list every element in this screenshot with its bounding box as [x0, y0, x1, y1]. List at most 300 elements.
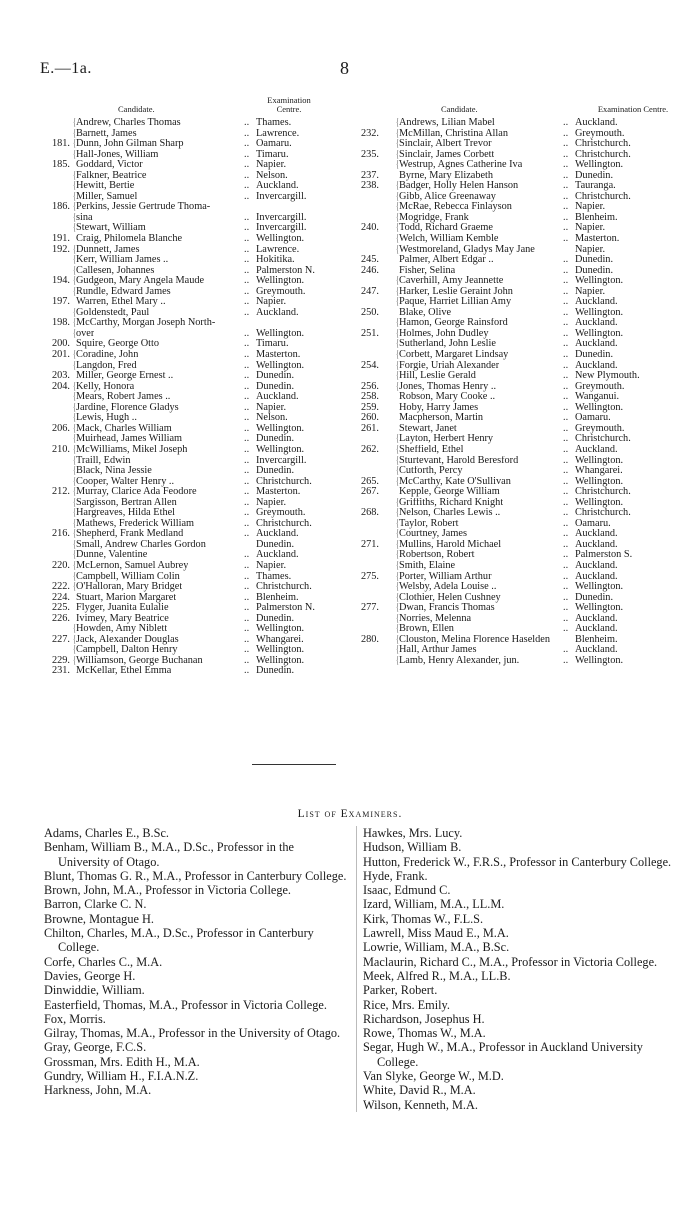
candidate-name: Dunnett, James: [76, 244, 140, 255]
examination-centre: Wellington.: [575, 275, 624, 287]
candidate-row: [353, 561, 683, 572]
candidate-name: Blake, Olive: [399, 307, 452, 318]
candidate-name: Kerr, William James ..: [76, 255, 169, 266]
leader-dots: ..: [563, 138, 569, 150]
leader-dots: ..: [563, 180, 569, 192]
candidate-name: Mathews, Frederick William: [76, 518, 195, 529]
leader-dots: ..: [563, 644, 569, 656]
group-brace: {: [72, 559, 76, 571]
examiner-entry: Easterfield, Thomas, M.A., Professor in Victoria College.: [44, 997, 327, 1012]
leader-dots: ..: [563, 285, 569, 297]
candidate-name: Robertson, Robert: [399, 550, 475, 561]
candidate-number: 258.: [360, 391, 379, 403]
candidate-number: 271.: [360, 538, 379, 550]
candidate-row: [353, 434, 683, 445]
candidate-name: Mears, Robert James ..: [76, 392, 171, 403]
examiner-entry: Adams, Charles E., B.Sc.: [44, 826, 170, 840]
leader-dots: ..: [563, 370, 569, 382]
candidate-row: [44, 445, 314, 456]
candidate-row: [353, 645, 683, 656]
examination-centre: Auckland.: [575, 338, 618, 350]
candidate-number: 198.: [51, 317, 70, 329]
candidate-row: [353, 350, 683, 361]
candidate-name: O'Halloran, Mary Bridget: [76, 582, 183, 593]
leader-dots: ..: [563, 496, 569, 508]
examination-centre: Nelson.: [256, 412, 288, 424]
candidate-row: [353, 424, 683, 435]
examination-centre: Napier.: [575, 222, 606, 234]
candidate-row: [353, 308, 683, 319]
candidate-number: 197.: [51, 296, 70, 308]
candidate-column-left: [44, 96, 314, 677]
examination-centre: Thames.: [256, 117, 292, 128]
candidate-row: [353, 287, 683, 298]
candidate-row: [353, 118, 683, 129]
examiner-entry: Hyde, Frank.: [363, 868, 428, 883]
group-brace: {: [395, 623, 399, 635]
centre-header: Examination Centre.: [267, 95, 311, 114]
examination-centre: Wellington.: [256, 443, 305, 455]
candidate-row: [353, 624, 683, 635]
examination-centre: Blenheim.: [575, 211, 618, 223]
examination-centre: Auckland.: [575, 117, 618, 128]
candidate-name: Sargisson, Bertran Allen: [76, 497, 177, 508]
candidate-number: 194.: [51, 275, 70, 287]
examination-centre: Lawrence.: [256, 127, 300, 139]
candidate-name: Hill, Leslie Gerald: [399, 371, 476, 382]
examination-centre: Auckland.: [575, 623, 618, 635]
candidate-row: [353, 445, 683, 456]
candidate-row: [353, 202, 683, 213]
group-brace: {: [72, 486, 76, 498]
candidate-row: [353, 572, 683, 583]
leader-dots: ..: [244, 275, 250, 287]
candidate-name: Hamon, George Rainsford: [399, 318, 508, 329]
candidate-row: [353, 339, 683, 350]
candidate-row: [353, 582, 683, 593]
candidate-number: 247.: [360, 285, 379, 297]
candidate-name: Hoby, Harry James: [399, 402, 479, 413]
examiner-entry: Blunt, Thomas G. R., M.A., Professor in Canterbury College.: [44, 868, 347, 883]
candidate-name: Sturtevant, Harold Beresford: [399, 455, 519, 466]
group-brace: {: [72, 306, 76, 318]
candidate-number: 262.: [360, 443, 379, 455]
group-brace: {: [72, 570, 76, 582]
candidate-name: Lamb, Henry Alexander, jun.: [399, 655, 520, 666]
examiner-entry: Gray, George, F.C.S.: [44, 1040, 147, 1055]
candidate-name: McRae, Rebecca Finlayson: [399, 202, 512, 213]
leader-dots: ..: [563, 391, 569, 403]
candidate-name: over: [76, 328, 95, 339]
candidate-row: [44, 234, 314, 245]
examiner-entry: Davies, George H.: [44, 968, 136, 983]
candidate-row: [353, 550, 683, 561]
candidate-name: Warren, Ethel Mary ..: [76, 297, 166, 308]
leader-dots: ..: [244, 475, 250, 487]
group-brace: {: [72, 222, 76, 234]
group-brace: {: [395, 190, 399, 202]
candidate-name: Campbell, Dalton Henry: [76, 645, 178, 656]
candidate-number: 265.: [360, 475, 379, 487]
leader-dots: ..: [563, 612, 569, 624]
candidate-number: 181.: [51, 138, 70, 150]
group-brace: {: [395, 127, 399, 139]
examination-centre: Timaru.: [256, 148, 289, 160]
candidate-row: [353, 487, 683, 498]
examination-centre: Auckland.: [575, 612, 618, 624]
leader-dots: ..: [244, 306, 250, 318]
examiner-entry: Harkness, John, M.A.: [44, 1083, 152, 1098]
leader-dots: ..: [563, 433, 569, 445]
candidate-row: [353, 266, 683, 277]
examination-centre: Auckland.: [575, 296, 618, 308]
leader-dots: ..: [244, 117, 250, 128]
candidate-row: [353, 593, 683, 604]
examination-centre: Auckland.: [256, 549, 299, 561]
examination-centre: Wellington.: [575, 327, 624, 339]
candidate-name: Holmes, John Dudley: [399, 328, 489, 339]
examination-centre: Christchurch.: [575, 486, 631, 498]
examination-centre: Oamaru.: [575, 412, 611, 424]
candidate-name: Campbell, William Colin: [76, 571, 180, 582]
leader-dots: ..: [563, 233, 569, 245]
group-brace: {: [72, 412, 76, 424]
candidate-header: Candidate.: [441, 104, 478, 114]
leader-dots: ..: [244, 359, 250, 371]
group-brace: {: [395, 549, 399, 561]
leader-dots: ..: [244, 349, 250, 361]
candidate-number: 267.: [360, 486, 379, 498]
candidate-number: 216.: [51, 528, 70, 540]
examination-centre: Christchurch.: [575, 190, 631, 202]
leader-dots: ..: [244, 665, 250, 677]
leader-dots: ..: [563, 581, 569, 593]
examination-centre: Tauranga.: [575, 180, 616, 192]
candidate-name: Sutherland, John Leslie: [399, 339, 496, 350]
candidate-row: [353, 329, 683, 340]
candidate-number: 245.: [360, 254, 379, 266]
leader-dots: ..: [563, 412, 569, 424]
candidate-name: Goldenstedt, Paul: [76, 307, 150, 318]
examiners-list-left: [44, 826, 348, 1098]
leader-dots: ..: [563, 264, 569, 276]
candidate-name: Craig, Philomela Blanche: [76, 234, 183, 245]
candidate-name: Sheffield, Ethel: [399, 444, 464, 455]
candidate-number: 222.: [51, 581, 70, 593]
candidate-number: 192.: [51, 243, 70, 255]
examination-centre: Wellington.: [575, 475, 624, 487]
leader-dots: ..: [563, 254, 569, 266]
examination-centre: Dunedin.: [575, 264, 614, 276]
leader-dots: ..: [563, 222, 569, 234]
leader-dots: ..: [563, 517, 569, 529]
candidate-name: Westmoreland, Gladys May Jane: [399, 244, 535, 255]
group-brace: {: [72, 538, 76, 550]
candidate-name: Falkner, Beatrice: [76, 170, 147, 181]
leader-dots: ..: [563, 654, 569, 666]
candidate-name: Sinclair, Albert Trevor: [399, 139, 492, 150]
candidate-name: Hargreaves, Hilda Ethel: [76, 508, 176, 519]
examination-centre: Lawrence.: [256, 243, 300, 255]
group-brace: {: [72, 517, 76, 529]
group-brace: {: [72, 391, 76, 403]
examination-centre: Dunedin.: [575, 169, 614, 181]
candidate-name: Small, Andrew Charles Gordon: [76, 539, 206, 550]
candidate-name: Dwan, Francis Thomas: [399, 603, 495, 614]
candidate-header: Candidate.: [118, 104, 155, 114]
candidate-number: 212.: [51, 486, 70, 498]
candidate-number: 251.: [360, 327, 379, 339]
examination-centre: Auckland.: [575, 570, 618, 582]
leader-dots: ..: [244, 243, 250, 255]
candidate-number: 261.: [360, 422, 379, 434]
group-brace: {: [72, 454, 76, 466]
group-brace: {: [395, 591, 399, 603]
candidate-row: [353, 297, 683, 308]
group-brace: {: [395, 612, 399, 624]
candidate-number: 238.: [360, 180, 379, 192]
examination-centre: Christchurch.: [575, 507, 631, 519]
group-brace: {: [72, 644, 76, 656]
leader-dots: ..: [563, 443, 569, 455]
examination-centre: Dunedin.: [256, 465, 295, 477]
examination-centre: Thames.: [256, 570, 292, 582]
candidate-row: [353, 413, 683, 424]
group-brace: {: [395, 538, 399, 550]
candidate-name: Todd, Richard Graeme: [399, 223, 493, 234]
candidate-row: [44, 561, 314, 572]
candidate-name: Robson, Mary Cooke ..: [399, 392, 496, 403]
candidate-number: 259.: [360, 401, 379, 413]
examination-centre: Hokitika.: [256, 254, 295, 266]
examination-centre: Auckland.: [575, 443, 618, 455]
group-brace: {: [72, 422, 76, 434]
group-brace: {: [72, 359, 76, 371]
examination-centre: Wellington.: [256, 644, 305, 656]
leader-dots: ..: [244, 570, 250, 582]
candidate-row: [353, 245, 683, 256]
group-brace: {: [72, 496, 76, 508]
leader-dots: ..: [563, 538, 569, 550]
group-brace: {: [72, 254, 76, 266]
leader-dots: ..: [563, 169, 569, 181]
leader-dots: ..: [563, 401, 569, 413]
candidate-name: Langdon, Fred: [76, 360, 137, 371]
examiners-list-right: [356, 826, 685, 1112]
candidate-name: McCarthy, Kate O'Sullivan: [399, 476, 511, 487]
examiner-entry: Maclaurin, Richard C., M.A., Professor in Victoria College.: [363, 954, 658, 969]
leader-dots: ..: [244, 233, 250, 245]
examination-centre: Wellington.: [575, 401, 624, 413]
leader-dots: ..: [563, 201, 569, 213]
leader-dots: ..: [563, 380, 569, 392]
examiner-entry: Gundry, William H., F.I.A.N.Z.: [44, 1069, 199, 1084]
examiner-entry: Segar, Hugh W., M.A., Professor in Auckland University College.: [363, 1040, 643, 1069]
group-brace: {: [72, 349, 76, 361]
group-brace: {: [395, 211, 399, 223]
candidate-name: Gibb, Alice Greenaway: [399, 191, 496, 202]
examination-centre: Napier.: [256, 296, 287, 308]
examiner-entry: Gilray, Thomas, M.A., Professor in the University of Otago.: [44, 1026, 341, 1041]
group-brace: {: [72, 433, 76, 445]
leader-dots: ..: [244, 264, 250, 276]
leader-dots: ..: [563, 190, 569, 202]
candidate-name: Mullins, Harold Michael: [399, 539, 502, 550]
examiner-entry: Meek, Alfred R., M.A., LL.B.: [363, 968, 511, 983]
section-divider: [252, 764, 336, 765]
group-brace: {: [395, 581, 399, 593]
candidate-number: 229.: [51, 654, 70, 666]
candidate-name: Lewis, Hugh ..: [76, 413, 137, 424]
candidate-name: Andrews, Lilian Mabel: [399, 118, 495, 128]
group-brace: {: [395, 496, 399, 508]
leader-dots: ..: [244, 496, 250, 508]
candidate-row: [353, 139, 683, 150]
examiner-entry: Van Slyke, George W., M.D.: [363, 1069, 504, 1084]
examination-centre: Invercargill.: [256, 222, 307, 234]
candidate-name: Kepple, George William: [399, 487, 500, 498]
candidate-row: [353, 392, 683, 403]
examination-centre: Dunedin.: [256, 370, 295, 382]
examiner-entry: Barron, Clarke C. N.: [44, 897, 147, 912]
candidate-row: [353, 656, 683, 667]
group-brace: {: [72, 401, 76, 413]
leader-dots: ..: [244, 528, 250, 540]
candidate-name: Smith, Elaine: [399, 560, 456, 571]
candidate-number: 227.: [51, 633, 70, 645]
leader-dots: ..: [244, 633, 250, 645]
examination-centre: Dunedin.: [575, 254, 614, 266]
candidate-row: [353, 403, 683, 414]
examination-centre: Masterton.: [256, 486, 301, 498]
examiner-entry: Isaac, Edmund C.: [363, 883, 451, 898]
candidate-number: 200.: [51, 338, 70, 350]
candidate-row: [353, 213, 683, 224]
group-brace: {: [395, 117, 399, 128]
leader-dots: ..: [563, 549, 569, 561]
candidate-name: Kelly, Honora: [76, 381, 135, 392]
leader-dots: ..: [244, 422, 250, 434]
candidate-name: sina: [76, 212, 93, 223]
group-brace: {: [72, 169, 76, 181]
examination-centre: Invercargill.: [256, 211, 307, 223]
examination-centre: Whangarei.: [256, 633, 304, 645]
candidate-number: 226.: [51, 612, 70, 624]
group-brace: {: [72, 264, 76, 276]
candidate-name: Rundle, Edward James: [76, 286, 171, 297]
candidate-name: Clothier, Helen Cushney: [399, 592, 501, 603]
group-brace: {: [72, 285, 76, 297]
examination-centre: Dunedin.: [575, 591, 614, 603]
leader-dots: ..: [244, 454, 250, 466]
examiner-entry: Brown, John, M.A., Professor in Victoria College.: [44, 883, 292, 898]
examiner-entry: Richardson, Josephus H.: [363, 1011, 485, 1026]
group-brace: {: [395, 148, 399, 160]
leader-dots: ..: [563, 528, 569, 540]
examination-centre: Auckland.: [256, 528, 299, 540]
candidate-name: Stewart, William: [76, 223, 146, 234]
group-brace: {: [72, 380, 76, 392]
examiner-entry: Wilson, Kenneth, M.A.: [363, 1097, 478, 1112]
examination-centre: Auckland.: [575, 644, 618, 656]
leader-dots: ..: [563, 211, 569, 223]
examination-centre: Wellington.: [575, 496, 624, 508]
candidate-row: [353, 635, 683, 646]
group-brace: {: [395, 338, 399, 350]
leader-dots: ..: [563, 159, 569, 171]
candidate-name: Muirhead, James William: [76, 434, 183, 445]
candidate-row: [353, 255, 683, 266]
group-brace: {: [395, 233, 399, 245]
examination-centre: Napier.: [256, 496, 287, 508]
candidate-name: Ivimey, Mary Beatrice: [76, 613, 169, 624]
examiner-entry: Lowrie, William, M.A., B.Sc.: [363, 940, 510, 955]
leader-dots: ..: [563, 507, 569, 519]
leader-dots: ..: [244, 465, 250, 477]
leader-dots: ..: [244, 190, 250, 202]
leader-dots: ..: [563, 475, 569, 487]
group-brace: {: [395, 654, 399, 666]
group-brace: {: [395, 475, 399, 487]
candidate-name: Layton, Herbert Henry: [399, 434, 494, 445]
examination-centre: Greymouth.: [256, 507, 306, 519]
leader-dots: ..: [244, 559, 250, 571]
leader-dots: ..: [563, 349, 569, 361]
leader-dots: ..: [563, 117, 569, 128]
group-brace: {: [395, 433, 399, 445]
document-reference: E.—1a.: [40, 60, 92, 77]
candidate-row: [44, 350, 314, 361]
examination-centre: Oamaru.: [575, 517, 611, 529]
candidate-name: Miller, Samuel: [76, 191, 138, 202]
candidate-row: [353, 519, 683, 530]
leader-dots: ..: [244, 370, 250, 382]
candidate-name: McLernon, Samuel Aubrey: [76, 560, 189, 571]
candidate-number: 220.: [51, 559, 70, 571]
group-brace: {: [395, 327, 399, 339]
examination-centre: Auckland.: [575, 528, 618, 540]
leader-dots: ..: [244, 602, 250, 614]
candidate-name: Welsby, Adela Louise ..: [399, 582, 497, 593]
leader-dots: ..: [563, 602, 569, 614]
examiner-entry: Grossman, Mrs. Edith H., M.A.: [44, 1054, 200, 1069]
candidate-number: 191.: [51, 233, 70, 245]
examination-centre: Wellington.: [256, 654, 305, 666]
candidate-name: Howden, Amy Niblett: [76, 624, 168, 635]
leader-dots: ..: [244, 180, 250, 192]
candidate-number: 224.: [51, 591, 70, 603]
leader-dots: ..: [244, 159, 250, 171]
candidate-row: [353, 276, 683, 287]
examination-centre: Wellington.: [256, 275, 305, 287]
candidate-name: Hall-Jones, William: [76, 149, 159, 160]
candidate-row: [353, 371, 683, 382]
examination-centre: Wellington.: [575, 654, 624, 666]
candidate-row: [44, 192, 314, 203]
candidate-name: Gudgeon, Mary Angela Maude: [76, 276, 205, 287]
candidate-row: [44, 118, 314, 129]
candidate-row: [353, 181, 683, 192]
candidate-row: [353, 456, 683, 467]
group-brace: {: [72, 327, 76, 339]
examination-centre: Wellington.: [256, 422, 305, 434]
examination-centre: Palmerston S.: [575, 549, 633, 561]
examination-centre: Auckland.: [575, 317, 618, 329]
examination-centre: Wellington.: [575, 306, 624, 318]
leader-dots: ..: [244, 296, 250, 308]
group-brace: {: [395, 570, 399, 582]
candidate-name: Fisher, Selina: [399, 265, 456, 276]
